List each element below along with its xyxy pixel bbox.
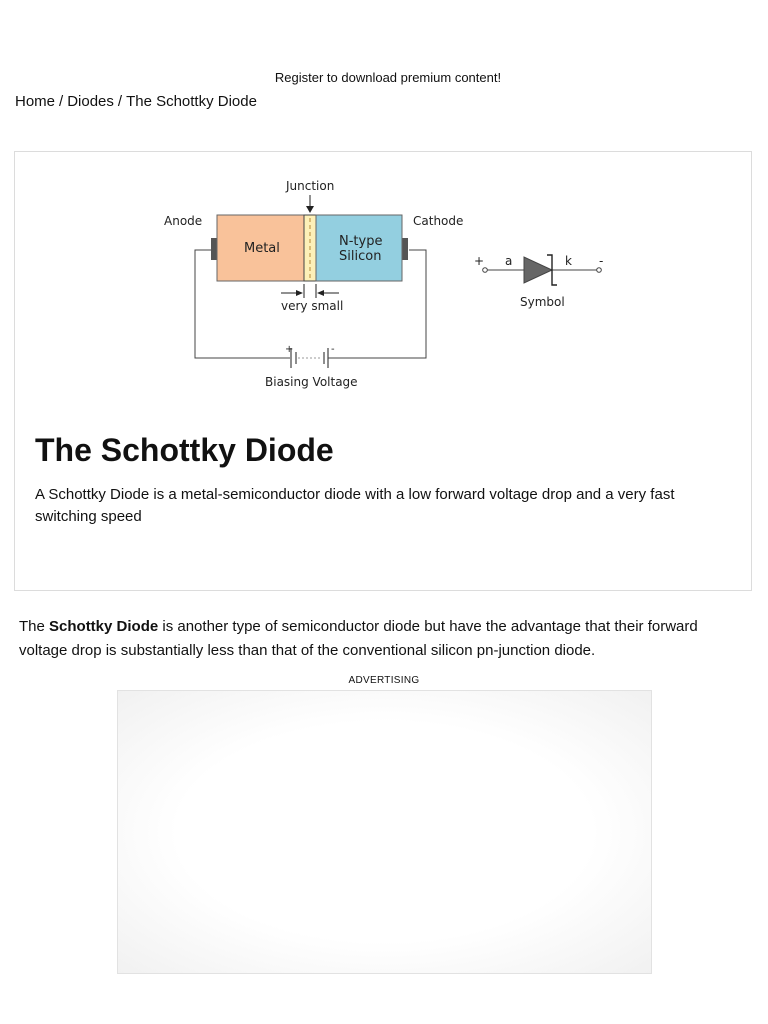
anode-label: Anode [164, 214, 203, 228]
biasing-voltage-label: Biasing Voltage [265, 375, 358, 389]
battery-minus-text: - [331, 344, 335, 355]
ntype-label-line1: N-type [339, 234, 383, 249]
breadcrumb [15, 93, 257, 110]
intro-bold-term: Schottky Diode [49, 618, 159, 635]
breadcrumb-home[interactable]: Home [15, 93, 56, 110]
diode-symbol [483, 255, 602, 285]
very-small-label: very small [281, 299, 344, 313]
symbol-minus-text: - [599, 254, 604, 268]
junction-arrow-icon [306, 206, 314, 213]
arrow-right-icon [296, 290, 303, 296]
symbol-anode-text: a [505, 254, 513, 268]
article-intro [19, 615, 739, 663]
cathode-contact [402, 238, 408, 260]
intro-prefix: The [19, 618, 50, 635]
breadcrumb-separator: / [59, 93, 64, 110]
junction-label: Junction [286, 179, 335, 193]
battery-plus-text: + [285, 344, 294, 355]
register-link[interactable]: Register to download premium content! [274, 70, 502, 85]
symbol-label: Symbol [520, 295, 565, 309]
hero-summary: A Schottky Diode is a metal-semiconductor diode with a low forward voltage drop and a very fast switching speed [35, 486, 675, 525]
intro-suffix: is another type of semiconductor diode but have the advantage that their forward voltage drop is substantially less than that of the conventional silicon pn-junction diode. [19, 618, 698, 659]
battery-symbol [291, 348, 328, 368]
symbol-plus-text: + [474, 254, 485, 268]
breadcrumb-current: The Schottky Diode [126, 93, 257, 110]
ad-slot[interactable] [117, 690, 652, 974]
very-small-arrows [281, 284, 339, 298]
symbol-cathode-text: k [565, 254, 572, 268]
breadcrumb-diodes[interactable]: Diodes [67, 93, 114, 110]
anode-contact [211, 238, 217, 260]
ntype-label-line2: Silicon [339, 249, 382, 264]
hero-card [14, 151, 752, 591]
diode-triangle-icon [524, 257, 552, 283]
arrow-left-icon [317, 290, 324, 296]
metal-label: Metal [244, 241, 280, 256]
breadcrumb-separator: / [117, 93, 123, 110]
page-title: The Schottky Diode [35, 432, 334, 468]
advertising-label: ADVERTISING [348, 675, 420, 686]
cathode-label: Cathode [413, 214, 464, 228]
